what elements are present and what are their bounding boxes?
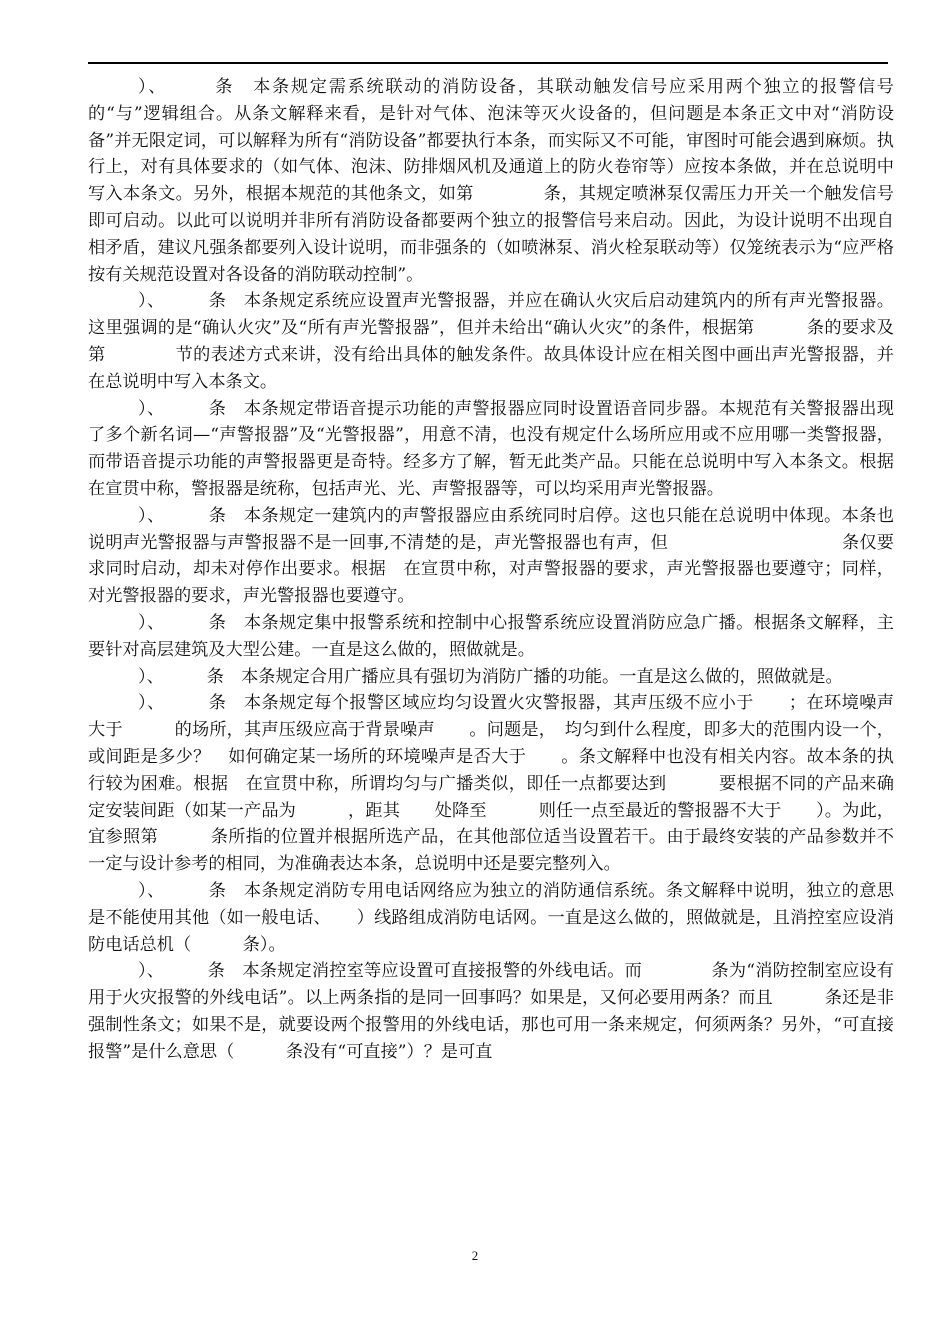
page-number: 2 [471, 1248, 479, 1263]
paragraph: ）、 条 本条规定消控室等应设置可直接报警的外线电话。而 条为“消防控制室应设有用于火灾报警的外线电话”。以上两条指的是同一回事吗？如果是，又何必要用两条？而且 条还是非强制性条文；如果不是，就要设两个报警用的外线电话，那也可用一条来规定，何须两条？另外，“可直接报警”是什么意思（ 条没有“可直接”）？是可直 [88, 961, 894, 1062]
paragraph: ）、 条 本条规定每个报警区域应均匀设置火灾警报器，其声压级不应小于 ；在环境噪声大于 的场所，其声压级应高于背景噪声 。问题是， 均匀到什么程度，即多大的范围内设一个，或间距是多少？ 如何确定某一场所的环境噪声是否大于 。条文解释中也没有相关内容。故本条的执行较为困难。根据 在宣贯中称，所谓均匀与广播类似，即任一点都要达到 要根据不同的产品来确定安装间距（如某一产品为 ，距其 处降至 则任一点至最近的警报器不大于 ）。为此，宜参照第 条所指的位置并根据所选产品，在其他部位适当设置若干。由于最终安装的产品参数并不一定与设计参考的相同，为准确表达本条，总说明中还是要完整列入。 [88, 693, 894, 875]
paragraph: ）、 条 本条规定消防专用电话网络应为独立的消防通信系统。条文解释中说明，独立的意思是不能使用其他（如一般电话、 ）线路组成消防电话网。一直是这么做的，照做就是，且消控室应设消防电话总机（ 条）。 [88, 880, 894, 955]
document-body [88, 74, 912, 1065]
header-rule [88, 62, 888, 64]
paragraph: ）、 条 本条规定一建筑内的声警报器应由系统同时启停。这也只能在总说明中体现。本条也说明声光警报器与声警报器不是一回事,不清楚的是，声光警报器也有声，但 条仅要求同时启动，却未对停作出要求。根据 在宣贯中称，对声警报器的要求，声光警报器也要遵守；同样，对光警报器的要求，声光警报器也要遵守。 [88, 505, 894, 607]
paragraph: ）、 条 本条规定合用广播应具有强切为消防广播的功能。一直是这么做的，照做就是。 [138, 666, 843, 687]
paragraph: ）、 条 本条规定需系统联动的消防设备，其联动触发信号应采用两个独立的报警信号的“与”逻辑组合。从条文解释来看，是针对气体、泡沫等灭火设备的，但问题是本条正文中对“消防设备”并无限定词，可以解释为所有“消防设备”都要执行本条，而实际又不可能，审图时可能会遇到麻烦。执行上，对有具体要求的（如气体、泡沫、防排烟风机及通道上的防火卷帘等）应按本条做，并在总说明中写入本条文。另外，根据本规范的其他条文，如第 条，其规定喷淋泵仅需压力开关一个触发信号即可启动。以此可以说明并非所有消防设备都要两个独立的报警信号来启动。因此，为设计说明不出现自相矛盾，建议凡强条都要列入设计说明，而非强条的（如喷淋泵、消火栓泵联动等）仅笼统表示为“应严格按有关规范设置对各设备的消防联动控制”。 [88, 77, 894, 285]
paragraph: ）、 条 本条规定系统应设置声光警报器，并应在确认火灾后启动建筑内的所有声光警报器。这里强调的是“确认火灾”及“所有声光警报器”，但并未给出“确认火灾”的条件，根据第 条的要求及第 节的表述方式来讲，没有给出具体的触发条件。故具体设计应在相关图中画出声光警报器，并在总说明中写入本条文。 [88, 291, 894, 392]
paragraph: ）、 条 本条规定集中报警系统和控制中心报警系统应设置消防应急广播。根据条文解释，主要针对高层建筑及大型公建。一直是这么做的，照做就是。 [88, 612, 894, 660]
paragraph: ）、 条 本条规定带语音提示功能的声警报器应同时设置语音同步器。本规范有关警报器出现了多个新名词—“声警报器”及“光警报器”，用意不清，也没有规定什么场所应用或不应用哪一类警报器，而带语音提示功能的声警报器更是奇特。经多方了解，暂无此类产品。只能在总说明中写入本条文。根据 在宣贯中称，警报器是统称，包括声光、光、声警报器等，可以均采用声光警报器。 [88, 398, 912, 499]
